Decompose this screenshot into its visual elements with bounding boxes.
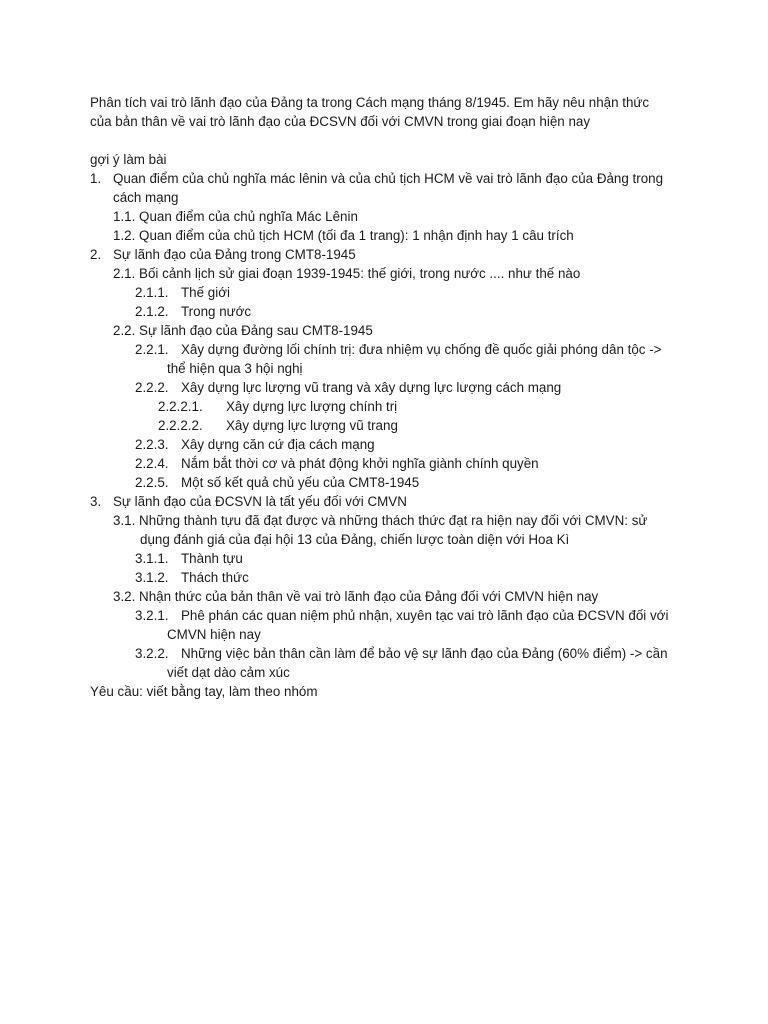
outline-item: Một số kết quả chủ yếu của CMT8-1945 [181, 475, 420, 490]
outline-item: Xây dựng căn cứ địa cách mạng [181, 437, 375, 452]
outline-number: 3.2.2. [135, 646, 169, 661]
outline-item: Xây dựng đường lối chính trị: đưa nhiệm vụ chống đề quốc giải phóng dân tộc -> [181, 342, 662, 357]
outline-item: Trong nước [181, 304, 252, 319]
outline-number: 2.2.2. [135, 380, 169, 395]
outline-item: viết dạt dào cảm xúc [167, 665, 290, 680]
outline-item: cách mạng [113, 190, 179, 205]
outline-item: 1.2. Quan điểm của chủ tịch HCM (tối đa 1 trang): 1 nhận định hay 1 câu trích [113, 228, 574, 243]
outline-item: Sự lãnh đạo của ĐCSVN là tất yếu đối với CMVN [113, 494, 407, 509]
outline-number: 2.1.1. [135, 285, 169, 300]
outline-item: Thách thức [181, 570, 249, 585]
title-line: của bản thân về vai trò lãnh đạo của ĐCSVN đối với CMVN trong giai đoạn hiện nay [90, 114, 591, 129]
outline-number: 3.2.1. [135, 608, 169, 623]
outline-number: 1. [90, 171, 102, 186]
outline-item: Quan điểm của chủ nghĩa mác lênin và của chủ tịch HCM về vai trò lãnh đạo của Đảng trong [113, 171, 664, 186]
outline-item: Nắm bắt thời cơ và phát động khởi nghĩa giành chính quyền [181, 456, 539, 471]
outline-number: 2.2.2.2. [158, 418, 203, 433]
outline-item: 2.1. Bối cảnh lịch sử giai đoạn 1939-1945: thế giới, trong nước .... như thế nào [113, 266, 581, 281]
outline-item: Những việc bản thân cần làm để bảo vệ sự lãnh đạo của Đảng (60% điểm) -> cần [181, 646, 668, 661]
outline-item: 2.2. Sự lãnh đạo của Đảng sau CMT8-1945 [113, 323, 373, 338]
outline-item: Xây dựng lực lượng vũ trang [226, 418, 398, 433]
outline-number: 2.2.5. [135, 475, 169, 490]
outline-item: Xây dựng lực lượng chính trị [226, 399, 398, 414]
outline-item: 3.2. Nhận thức của bản thân về vai trò lãnh đạo của Đảng đối với CMVN hiện nay [113, 589, 599, 604]
outline-number: 2.2.3. [135, 437, 169, 452]
outline-number: 2.2.4. [135, 456, 169, 471]
outline-item: CMVN hiện nay [167, 627, 261, 642]
outline-number: 2.1.2. [135, 304, 169, 319]
outline-item: thể hiện qua 3 hội nghị [167, 361, 303, 376]
hint-label: gợi ý làm bài [90, 152, 167, 167]
title-line: Phân tích vai trò lãnh đạo của Đảng ta trong Cách mạng tháng 8/1945. Em hãy nêu nhận thức [90, 95, 650, 110]
outline-item: Phê phán các quan niệm phủ nhận, xuyên tạc vai trò lãnh đạo của ĐCSVN đối với [181, 608, 669, 623]
outline-item: Sự lãnh đạo của Đảng trong CMT8-1945 [113, 247, 356, 262]
outline-item: dụng đánh giá của đại hội 13 của Đảng, chiến lược toàn diện với Hoa Kì [140, 532, 570, 547]
outline-item: Thành tựu [181, 551, 243, 566]
outline-number: 3.1.2. [135, 570, 169, 585]
outline-number: 2. [90, 247, 102, 262]
outline-item: Thế giới [181, 285, 230, 300]
outline-item: 3.1. Những thành tựu đã đạt được và những thách thức đạt ra hiện nay đối với CMVN: sử [113, 513, 648, 528]
outline-number: 3. [90, 494, 102, 509]
requirement-text: Yêu cầu: viết bằng tay, làm theo nhóm [90, 684, 318, 699]
outline-number: 2.2.2.1. [158, 399, 203, 414]
outline-number: 3.1.1. [135, 551, 169, 566]
outline-number: 2.2.1. [135, 342, 169, 357]
outline-item: Xây dựng lực lượng vũ trang và xây dựng lực lượng cách mạng [181, 380, 562, 395]
outline-item: 1.1. Quan điểm của chủ nghĩa Mác Lênin [113, 209, 358, 224]
